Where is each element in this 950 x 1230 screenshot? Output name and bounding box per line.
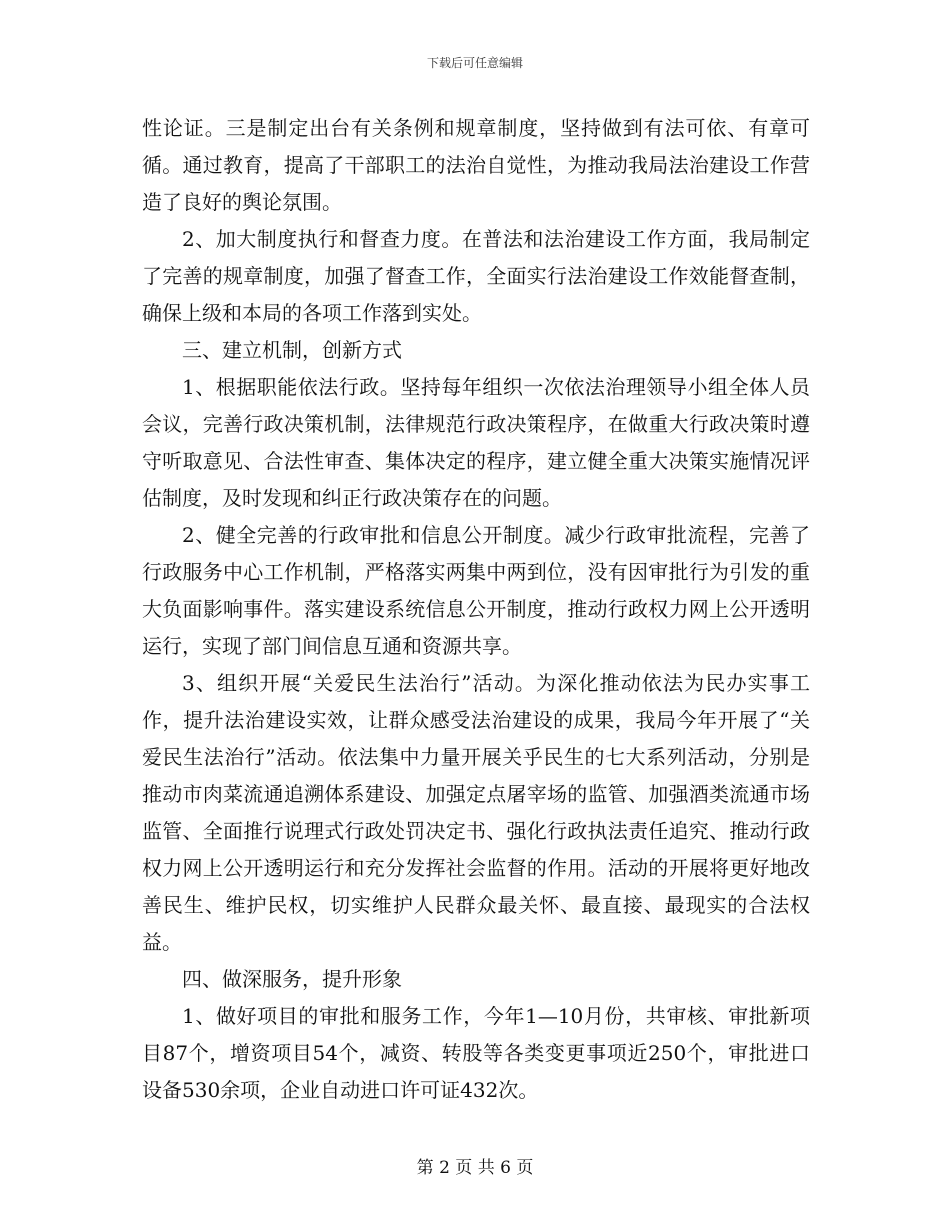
paragraph-item: 2、加大制度执行和督查力度。在普法和法治建设工作方面，我局制定了完善的规章制度，加强了督查工作，全面实行法治建设工作效能督查制，确保上级和本局的各项工作落到实处。 [142,227,810,325]
paragraph-item: 1、做好项目的审批和服务工作，今年1—10月份，共审核、审批新项目87个，增资项目54个，减资、转股等各类变更事项近250个，审批进口设备530余项，企业自动进口许可证432次。 [142,1004,810,1102]
paragraph-item: 2、健全完善的行政审批和信息公开制度。减少行政审批流程，完善了行政服务中心工作机制，严格落实两集中两到位，没有因审批行为引发的重大负面影响事件。落实建设系统信息公开制度，推动行政权力网上公开透明运行，实现了部门间信息互通和资源共享。 [142,523,810,658]
section-heading: 三、建立机制，创新方式 [182,338,402,362]
section-heading: 四、做深服务，提升形象 [182,967,402,991]
paragraph-continuation: 性论证。三是制定出台有关条例和规章制度，坚持做到有法可依、有章可循。通过教育，提高了干部职工的法治自觉性，为推动我局法治建设工作营造了良好的舆论氛围。 [142,116,810,214]
document-body [142,110,810,1109]
page-number: 第 2 页 共 6 页 [416,1158,534,1178]
paragraph-item: 3、组织开展“关爱民生法治行”活动。为深化推动依法为民办实事工作，提升法治建设实效，让群众感受法治建设的成果，我局今年开展了“关爱民生法治行”活动。依法集中力量开展关乎民生的七大系列活动，分别是推动市肉菜流通追溯体系建设、加强定点屠宰场的监管、加强酒类流通市场监管、全面推行说理式行政处罚决定书、强化行政执法责任追究、推动行政权力网上公开透明运行和充分发挥社会监督的作用。活动的开展将更好地改善民生、维护民权，切实维护人民群众最关怀、最直接、最现实的合法权益。 [142,671,810,954]
paragraph-item: 1、根据职能依法行政。坚持每年组织一次依法治理领导小组全体人员会议，完善行政决策机制，法律规范行政决策程序，在做重大行政决策时遵守听取意见、合法性审查、集体决定的程序，建立健全重大决策实施情况评估制度，及时发现和纠正行政决策存在的问题。 [142,375,810,510]
page-header: 下载后可任意编辑 [426,56,523,70]
